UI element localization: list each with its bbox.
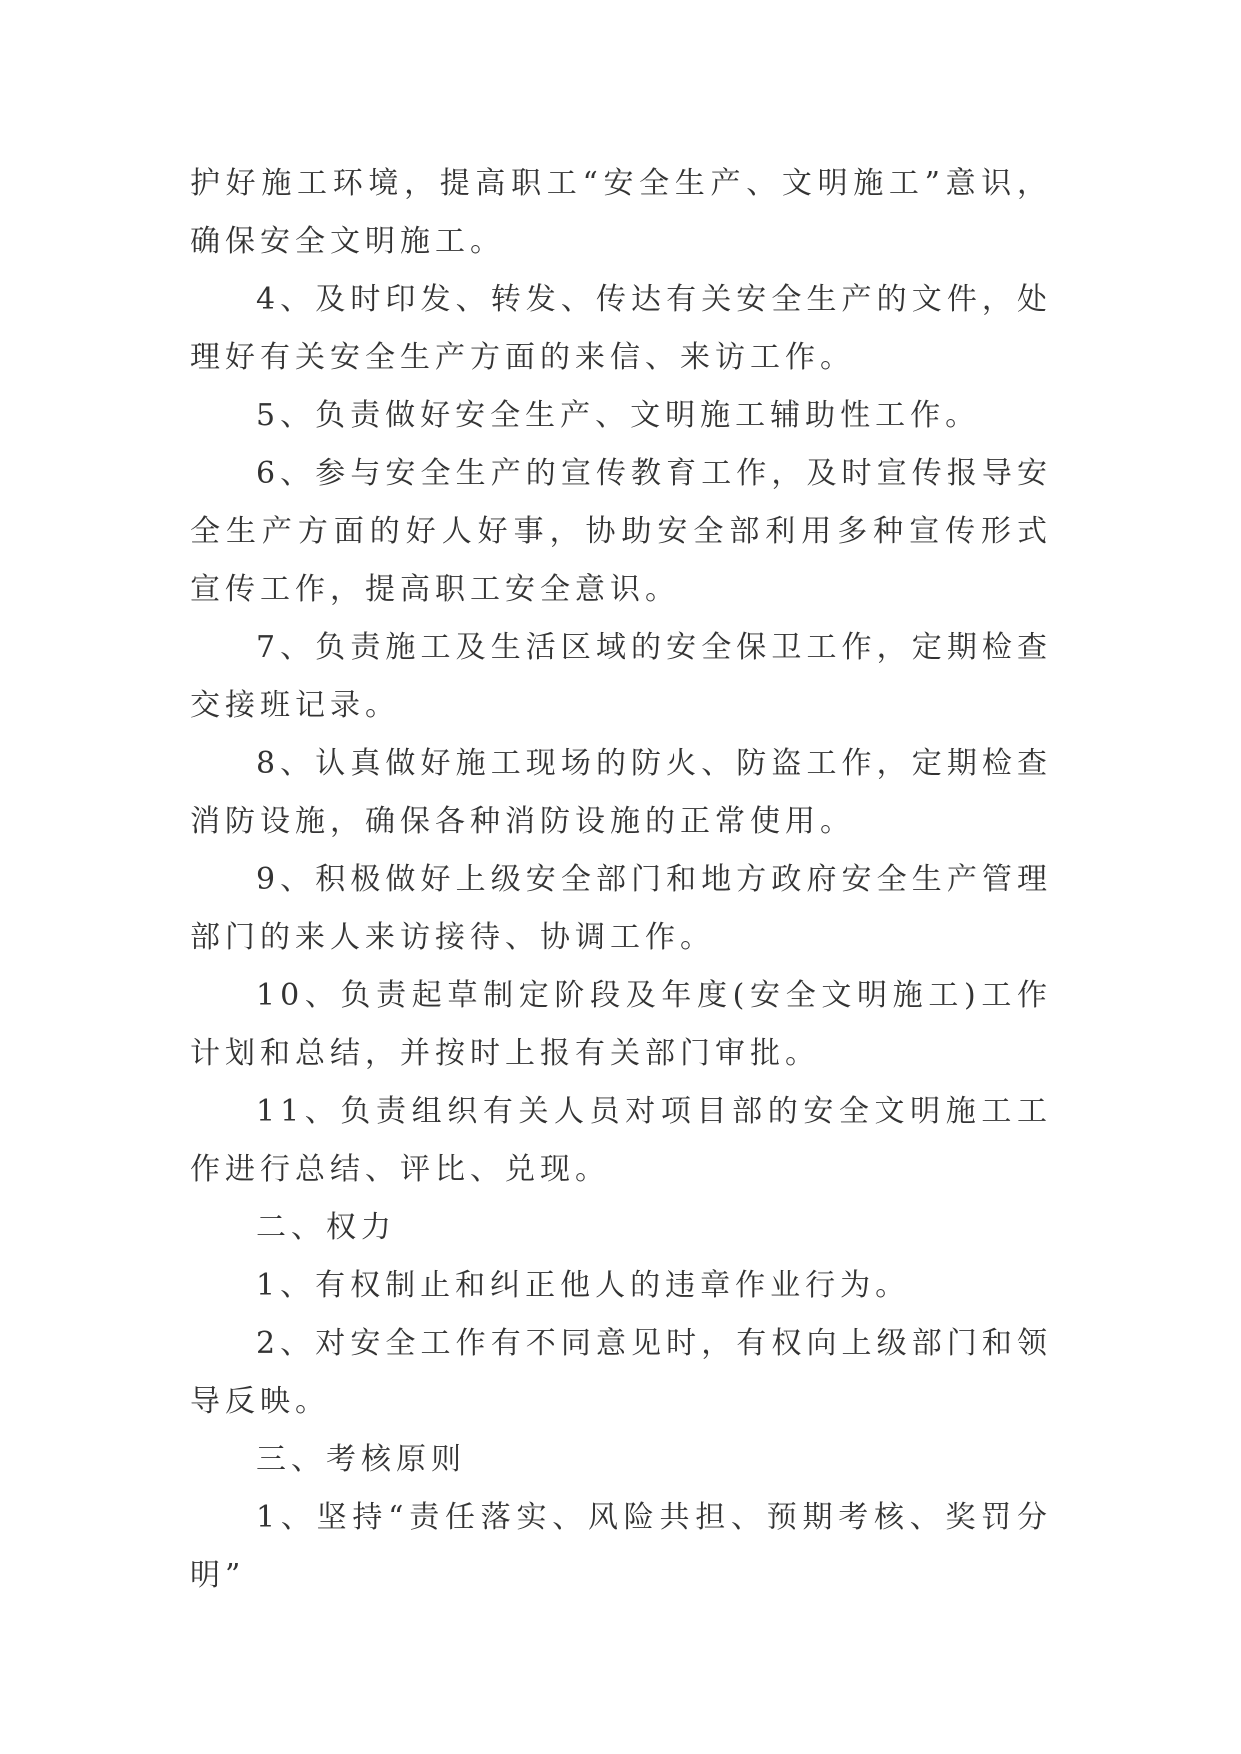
section-heading-assessment: 三、考核原则 — [256, 1442, 466, 1477]
paragraph-item-6: 6、参与安全生产的宣传教育工作，及时宣传报导安全生产方面的好人好事，协助安全部利用多种宣传形式宣传工作，提高职工安全意识。 — [190, 456, 1052, 607]
paragraph-item-5: 5、负责做好安全生产、文明施工辅助性工作。 — [256, 398, 981, 433]
paragraph-item-10: 10、负责起草制定阶段及年度(安全文明施工)工作计划和总结，并按时上报有关部门审批。 — [190, 978, 1052, 1071]
paragraph-item-11: 11、负责组织有关人员对项目部的安全文明施工工作进行总结、评比、兑现。 — [190, 1094, 1052, 1187]
paragraph-assessment-1: 1、坚持“责任落实、风险共担、预期考核、奖罚分明” — [190, 1500, 1052, 1593]
paragraph-item-4: 4、及时印发、转发、传达有关安全生产的文件，处理好有关安全生产方面的来信、来访工作。 — [190, 282, 1052, 375]
paragraph-rights-2: 2、对安全工作有不同意见时，有权向上级部门和领导反映。 — [190, 1326, 1052, 1419]
paragraph-continuation: 护好施工环境，提高职工“安全生产、文明施工”意识，确保安全文明施工。 — [190, 166, 1052, 259]
document-body — [190, 155, 1052, 1605]
paragraph-item-8: 8、认真做好施工现场的防火、防盗工作，定期检查消防设施，确保各种消防设施的正常使用。 — [190, 746, 1052, 839]
paragraph-item-9: 9、积极做好上级安全部门和地方政府安全生产管理部门的来人来访接待、协调工作。 — [190, 862, 1052, 955]
paragraph-rights-1: 1、有权制止和纠正他人的违章作业行为。 — [256, 1268, 911, 1303]
section-heading-rights: 二、权力 — [256, 1210, 396, 1245]
paragraph-item-7: 7、负责施工及生活区域的安全保卫工作，定期检查交接班记录。 — [190, 630, 1052, 723]
